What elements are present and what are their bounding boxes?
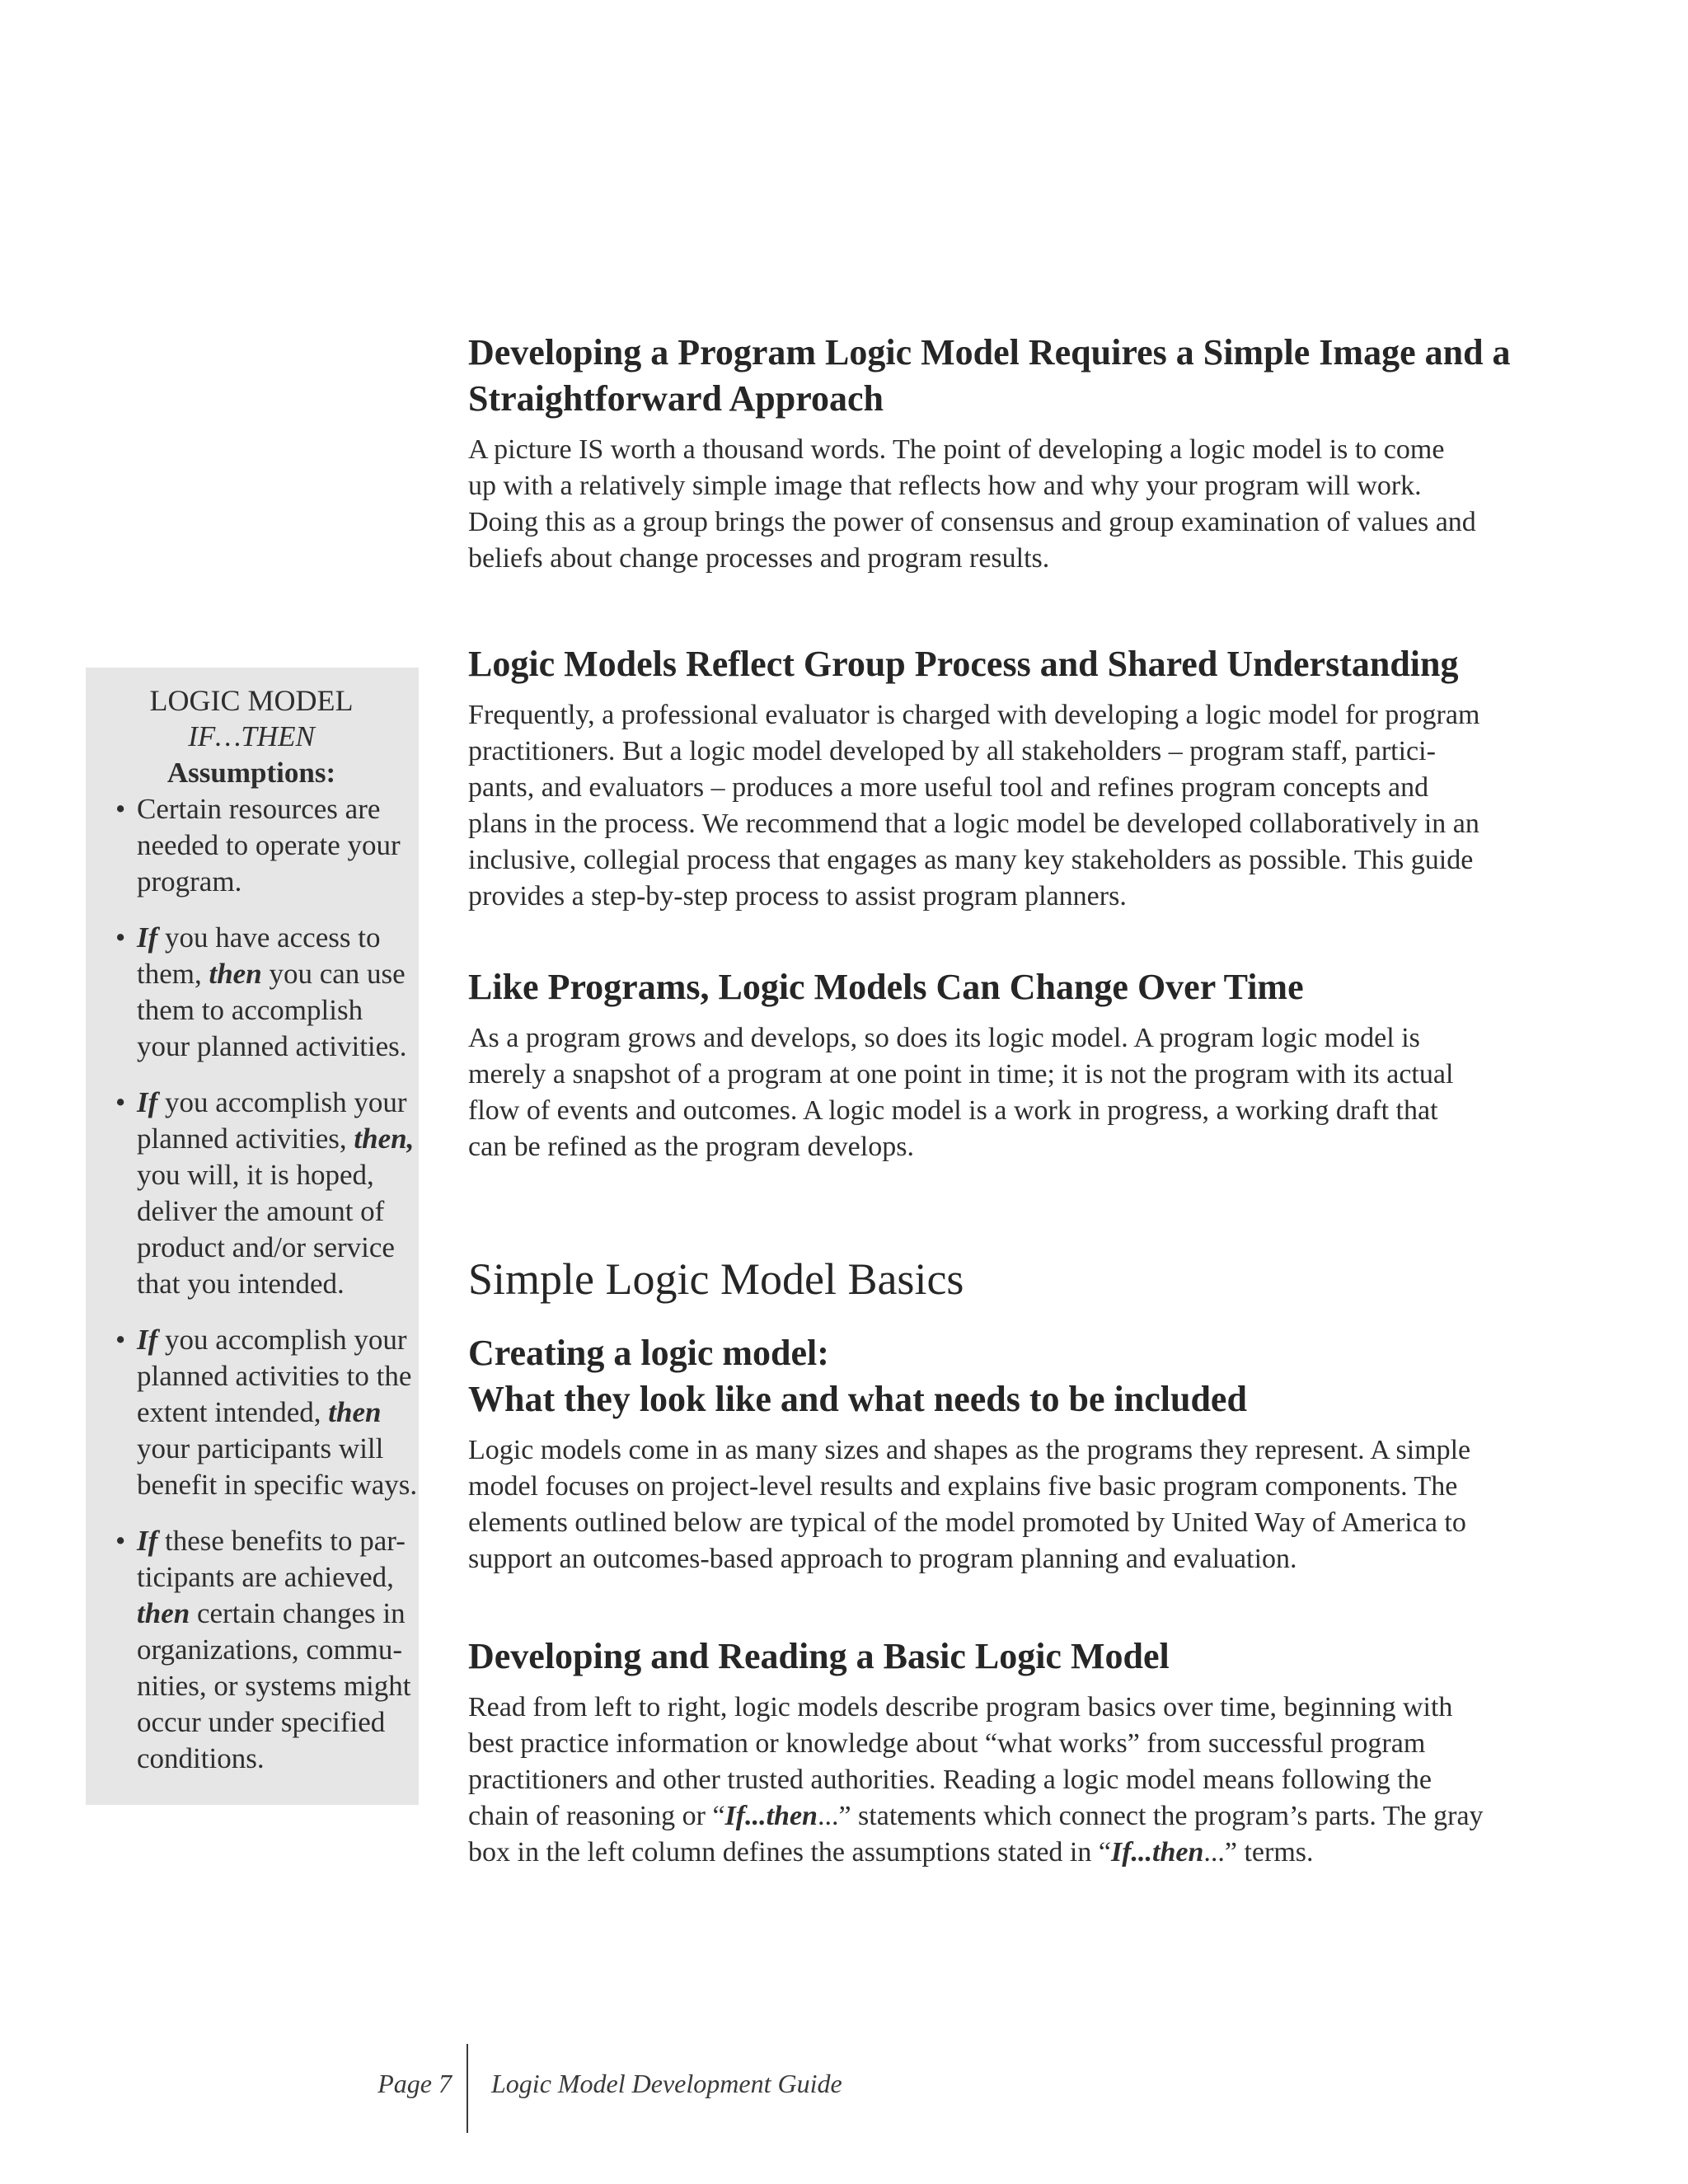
item-line: deliver the amount of — [137, 1195, 385, 1227]
page-number: Page 7 — [377, 2069, 452, 2098]
section-simple-image — [468, 330, 1540, 577]
item-line: them to accomplish — [137, 994, 363, 1026]
heading-line: Straightforward Approach — [468, 378, 884, 419]
section-heading — [468, 1330, 1540, 1422]
item-line — [137, 956, 406, 992]
section-paragraph — [468, 1020, 1540, 1165]
item-line: benefit in specific ways. — [137, 1469, 418, 1501]
text-run: them, — [137, 958, 209, 990]
text-run: you accomplish your — [157, 1086, 407, 1118]
item-line: nities, or systems might — [137, 1670, 411, 1702]
assumption-item — [102, 791, 401, 900]
sidebar-subtitle: IF…THEN — [188, 720, 315, 752]
bullet-icon: • — [115, 921, 126, 954]
item-line — [137, 1523, 406, 1559]
item-line: conditions. — [137, 1742, 265, 1774]
paragraph-line: pants, and evaluators – produces a more useful tool and refines program concepts and — [468, 772, 1429, 803]
emphasis-text: then — [209, 958, 262, 990]
footer-divider — [467, 2044, 468, 2133]
text-run: you have access to — [157, 921, 381, 954]
assumption-item — [102, 920, 407, 1065]
paragraph-line: best practice information or knowledge about “what works” from successful program — [468, 1728, 1426, 1759]
sidebar-title: LOGIC MODEL — [149, 684, 354, 717]
emphasis-text: If — [137, 921, 158, 954]
text-run: chain of reasoning or “ — [468, 1801, 725, 1831]
paragraph-line: A picture IS worth a thousand words. The point of developing a logic model is to come — [468, 434, 1445, 465]
emphasis-text: then — [137, 1597, 190, 1629]
text-run: you accomplish your — [157, 1324, 407, 1356]
item-line: program. — [137, 865, 242, 898]
emphasis-text: If — [137, 1086, 158, 1118]
paragraph-line: Logic models come in as many sizes and shapes as the programs they represent. A simple — [468, 1435, 1471, 1465]
paragraph-line: Read from left to right, logic models describe program basics over time, beginning with — [468, 1692, 1453, 1722]
item-line: Certain resources are — [137, 793, 381, 825]
sidebar-label: Assumptions: — [166, 757, 336, 789]
document-title: Logic Model Development Guide — [491, 2069, 842, 2098]
basics-heading: Simple Logic Model Basics — [468, 1254, 964, 1304]
item-line: planned activities to the — [137, 1360, 412, 1392]
item-line — [137, 1322, 407, 1358]
item-line — [137, 920, 401, 956]
item-line — [137, 1085, 407, 1121]
assumption-item — [102, 1322, 418, 1503]
heading-line: Developing a Program Logic Model Requires a Simple Image and a — [468, 332, 1511, 373]
text-run: ...” statements which connect the program’s parts. The gray — [817, 1801, 1484, 1831]
section-heading — [468, 330, 1540, 422]
section-reading — [468, 1633, 1540, 1871]
assumptions-list — [102, 791, 418, 1777]
section-paragraph — [468, 697, 1540, 915]
text-run: planned activities, — [137, 1122, 354, 1155]
paragraph-line: model focuses on project-level results and explains five basic program components. The — [468, 1471, 1458, 1502]
emphasis-text: then — [328, 1396, 382, 1428]
text-run: these benefits to par- — [157, 1525, 406, 1557]
paragraph-line: plans in the process. We recommend that a logic model be developed collaboratively in an — [468, 808, 1479, 839]
emphasis-text: If...then — [1110, 1837, 1204, 1868]
emphasis-text: If — [137, 1324, 158, 1356]
item-line: your planned activities. — [137, 1030, 407, 1062]
bullet-icon: • — [115, 1086, 126, 1118]
paragraph-line: beliefs about change processes and program results. — [468, 543, 1050, 574]
paragraph-line: inclusive, collegial process that engages as many key stakeholders as possible. This guide — [468, 845, 1474, 875]
paragraph-line — [468, 1798, 1540, 1835]
section-paragraph — [468, 432, 1540, 577]
section-heading — [468, 964, 1540, 1010]
paragraph-line: can be refined as the program develops. — [468, 1132, 914, 1162]
item-line — [137, 1394, 401, 1431]
section-paragraph — [468, 1690, 1540, 1871]
paragraph-line: flow of events and outcomes. A logic model is a work in progress, a working draft that — [468, 1095, 1438, 1126]
paragraph-line: up with a relatively simple image that reflects how and why your program will work. — [468, 471, 1422, 501]
paragraph-line: provides a step-by-step process to assist program planners. — [468, 881, 1127, 912]
paragraph-line — [468, 1835, 1540, 1871]
paragraph-line: Doing this as a group brings the power of consensus and group examination of values and — [468, 507, 1476, 537]
paragraph-line: practitioners and other trusted authorities. Reading a logic model means following the — [468, 1765, 1432, 1795]
heading-line: Logic Models Reflect Group Process and Shared Understanding — [468, 644, 1459, 684]
section-heading — [468, 641, 1540, 687]
main-column — [468, 330, 1540, 1871]
section-heading: Developing and Reading a Basic Logic Model — [468, 1636, 1170, 1676]
text-run: certain changes in — [190, 1597, 406, 1629]
sidebar-header — [102, 682, 401, 791]
text-run: box in the left column defines the assumptions stated in “ — [468, 1837, 1111, 1868]
emphasis-text: If — [137, 1525, 158, 1557]
item-line: you will, it is hoped, — [137, 1159, 374, 1191]
page-footer — [0, 2044, 1688, 2135]
item-line: product and/or service — [137, 1231, 395, 1263]
section-group-process — [468, 641, 1540, 915]
paragraph-line: Frequently, a professional evaluator is charged with developing a logic model for program — [468, 700, 1480, 730]
text-run: extent intended, — [137, 1396, 329, 1428]
item-line: your participants will — [137, 1432, 384, 1465]
assumption-item — [102, 1523, 411, 1777]
assumptions-sidebar — [86, 668, 419, 1805]
heading-line: Like Programs, Logic Models Can Change Over Time — [468, 967, 1304, 1007]
heading-line: What they look like and what needs to be included — [468, 1379, 1247, 1419]
item-line: occur under specified — [137, 1706, 386, 1738]
paragraph-line: As a program grows and develops, so does its logic model. A program logic model is — [468, 1023, 1420, 1053]
heading-line: Creating a logic model: — [468, 1333, 829, 1373]
emphasis-text: then, — [354, 1122, 415, 1155]
item-line: organizations, commu- — [137, 1633, 403, 1666]
paragraph-line: support an outcomes-based approach to program planning and evaluation. — [468, 1544, 1297, 1574]
text-run: ...” terms. — [1203, 1837, 1314, 1868]
paragraph-line: elements outlined below are typical of the model promoted by United Way of America to — [468, 1507, 1466, 1538]
item-line — [137, 1596, 406, 1632]
item-line: ticipants are achieved, — [137, 1561, 394, 1593]
section-paragraph — [468, 1432, 1540, 1577]
paragraph-line: merely a snapshot of a program at one point in time; it is not the program with its actual — [468, 1059, 1454, 1090]
paragraph-line: practitioners. But a logic model developed by all stakeholders – program staff, partici- — [468, 736, 1436, 766]
bullet-icon: • — [115, 1525, 126, 1557]
section-change-over-time — [468, 964, 1540, 1165]
bullet-icon: • — [115, 1324, 126, 1356]
section-creating — [468, 1330, 1540, 1577]
text-run: you can use — [261, 958, 406, 990]
assumption-item — [102, 1085, 415, 1302]
item-line: that you intended. — [137, 1268, 345, 1300]
item-line: needed to operate your — [137, 829, 401, 861]
item-line — [137, 1121, 415, 1157]
bullet-icon: • — [115, 793, 126, 825]
emphasis-text: If...then — [724, 1801, 818, 1831]
